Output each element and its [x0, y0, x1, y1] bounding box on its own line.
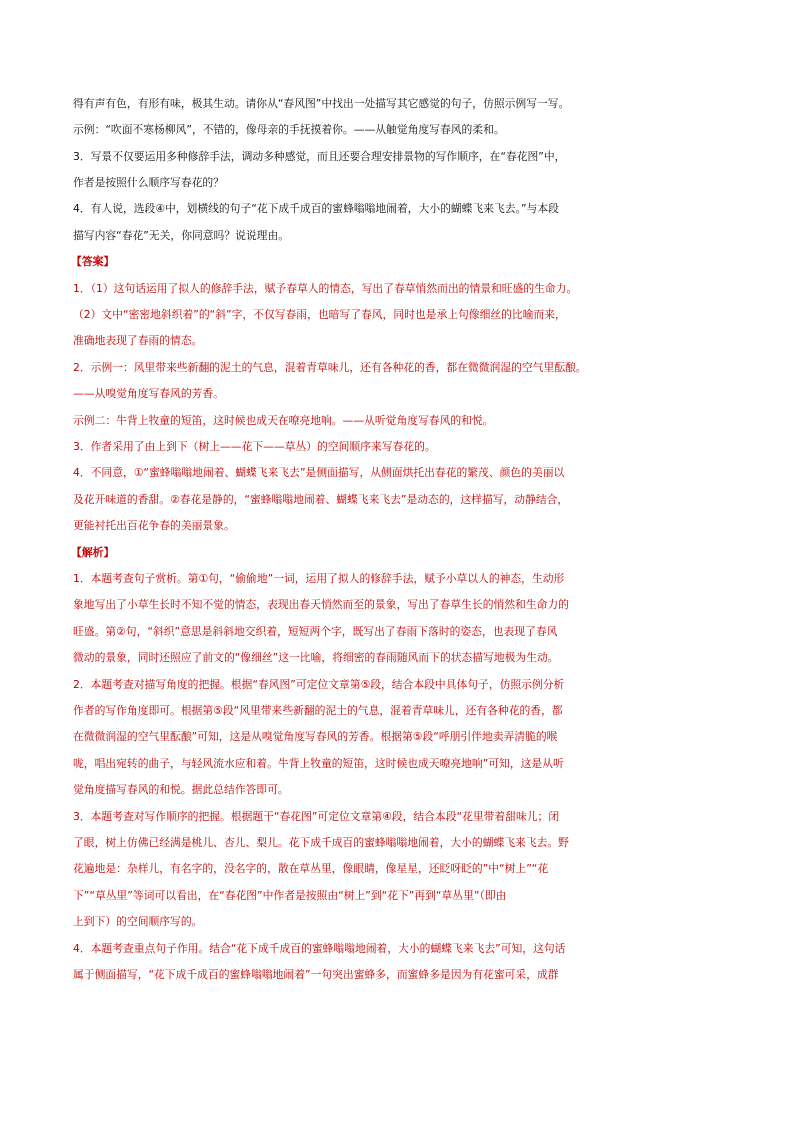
text-line — [73, 964, 794, 986]
text-line — [73, 278, 794, 300]
text-segment: 4．本题考查重点句子作用。结合 — [73, 942, 231, 955]
text-segment: 下”“草丛里”等词可以看出，在“春花图”中作者是按照由“树上”到“花下”再到“草丛里”（即由 — [73, 889, 507, 902]
text-segment: 3．写景不仅要运用多种修辞手法，调动多种感觉，而且还要合理安排景物的写作顺序，在“春花图”中， — [73, 150, 566, 163]
text-line — [73, 198, 794, 220]
text-segment: 咙，唱出宛转的曲子，与轻风流水应和着。牛背上牧童的短笛，这时候也成天嘹亮地响”可知，这是从听 — [73, 757, 564, 770]
text-line — [73, 674, 794, 696]
text-segment: 示例二：牛背上牧童的短笛，这时候也成天在嘹亮地响。——从听觉角度写春风的和悦。 — [73, 414, 494, 427]
text-segment: 1．（1）这句话运用了拟人的修辞手法，赋予春草人的情态，写出了春草悄然而出的情景和旺盛的生命力。 — [73, 282, 578, 295]
text-line — [73, 436, 794, 458]
text-segment: 4．不同意，①“蜜蜂嗡嗡地闹着、蝴蝶飞来飞去”是侧面描写，从侧面烘托出春花的繁茂、颜色的美丽以 — [73, 466, 565, 479]
text-segment: 准确地表现了春雨的情态。 — [73, 334, 203, 347]
text-segment: 作者的写作角度即可。根据第⑤段“风里带来些新翻的泥土的气息，混着青草味儿，还有各种花的香，都 — [73, 704, 563, 717]
text-segment: “春风图” — [252, 678, 296, 691]
text-line — [73, 489, 794, 511]
text-segment: 旺盛。第②句，“斜织”意思是斜斜地交织着，短短两个字，既写出了春雨下落时的姿态，也表现了春风 — [73, 625, 558, 638]
text-segment: 作者是按照什么顺序写春花的？ — [73, 176, 224, 189]
text-segment: 了眼，树上仿佛已经满是桃儿、杏儿、梨儿。花下成千成百的蜜蜂嗡嗡地闹着，大小的蝴蝶飞来飞去。野 — [73, 836, 569, 849]
text-segment: 1．本题考查句子赏析。第①句， — [73, 572, 230, 585]
text-line — [73, 304, 794, 326]
text-line — [73, 726, 794, 748]
text-segment: 可知，这句话 — [500, 942, 566, 955]
text-line — [73, 225, 794, 247]
text-line — [73, 568, 794, 590]
text-line — [73, 146, 794, 168]
text-segment: 花遍地是：杂样儿，有名字的，没名字的，散在草丛里，像眼睛，像星星，还眨呀眨的”中“树上”“花 — [73, 862, 549, 875]
text-segment: 2．示例一：风里带来些新翻的泥土的气息，混着青草味儿，还有各种花的香，都在微微润湿的空气里酝酿。 — [73, 361, 587, 374]
text-line — [73, 938, 794, 960]
text-line — [73, 911, 794, 933]
text-segment: 示例：“吹面不寒杨柳风”，不错的，像母亲的手抚摸着你。——从触觉角度写春风的柔和。 — [73, 123, 505, 136]
text-segment: （2）文中“ — [73, 308, 129, 321]
text-line — [73, 700, 794, 722]
text-segment: 微动的景象，同时还照应了前文的“像细丝”这一比喻，将细密的春雨随风而下的状态描写地极为生动。 — [73, 651, 559, 664]
text-segment: ——从嗅觉角度写春风的芳香。 — [73, 387, 224, 400]
text-line — [73, 753, 794, 775]
text-line — [73, 93, 794, 115]
text-line — [73, 779, 794, 801]
text-segment: 4．有人说，选段④中，划横线的句子“花下成千成百的蜜蜂嗡嗡地闹着，大小的蝴蝶飞来飞去。”与本段 — [73, 202, 559, 215]
text-line — [73, 806, 794, 828]
text-line — [73, 647, 794, 669]
text-segment: 觉角度描写春风的和悦。据此总结作答即可。 — [73, 783, 289, 796]
text-segment: 描写内容“春花”无关，你同意吗？说说理由。 — [73, 229, 290, 242]
text-segment: ”的“斜”字，不仅写春雨，也暗写了春风，同时也是承上句像细丝的比喻而来， — [193, 308, 566, 321]
text-segment: 属于侧面描写，“花下成千成百的蜜蜂嗡嗡地闹着”一句突出蜜蜂多，而蜜蜂多是因为有花蜜可采，成群 — [73, 968, 559, 981]
text-line — [73, 410, 794, 432]
text-segment: 在微微润湿的空气里酝酿”可知，这是从嗅觉角度写春风的芳香。根据第⑤段“呼朋引伴地卖弄清脆的喉 — [73, 730, 558, 743]
text-line — [73, 594, 794, 616]
text-segment: 一词，运用了拟人的修辞手法，赋予小草以人的神态，生动形 — [273, 572, 565, 585]
text-segment: 上到下）的空间顺序写的。 — [73, 915, 203, 928]
text-line — [73, 172, 794, 194]
text-line — [73, 383, 794, 405]
text-line — [71, 251, 794, 273]
text-line — [73, 621, 794, 643]
text-line — [73, 330, 794, 352]
text-line — [73, 885, 794, 907]
text-line — [73, 462, 794, 484]
text-segment: 可定位文章第⑤段，结合本段中具体句子，仿照示例分析 — [295, 678, 565, 691]
text-segment: 密密地斜织着 — [128, 308, 194, 321]
text-segment: 3．本题考查对写作顺序的把握。根据题干“春花图”可定位文章第④段，结合本段“花里带着甜味儿；闭 — [73, 810, 560, 823]
section-heading: 【解析】 — [71, 546, 115, 559]
text-segment: “花下成千成百的蜜蜂嗡嗡地闹着，大小的蝴蝶飞来飞去” — [230, 942, 501, 955]
text-line — [73, 357, 794, 379]
text-segment: 更能衬托出百花争春的美丽景象。 — [73, 519, 235, 532]
text-segment: 象地写出了小草生长时不知不觉的情态，表现出春天悄然而至的景象，写出了春草生长的悄然和生命力的 — [73, 598, 569, 611]
text-line — [73, 515, 794, 537]
text-segment: 及花开味道的香甜。②春花是静的，“蜜蜂嗡嗡地闹着、蝴蝶飞来飞去”是动态的，这样描写，动静结合， — [73, 493, 569, 506]
text-line — [73, 119, 794, 141]
text-segment: 得有声有色，有形有味，极其生动。请你从“春风图”中找出一处描写其它感觉的句子，仿照示例写一写。 — [73, 97, 570, 110]
section-heading: 【答案】 — [71, 255, 115, 268]
text-line — [73, 858, 794, 880]
text-line — [73, 832, 794, 854]
text-segment: 2．本题考查对描写角度的把握。根据 — [73, 678, 253, 691]
text-segment: “偷偷地” — [229, 572, 274, 585]
text-segment: 3．作者采用了由上到下（树上——花下——草丛）的空间顺序来写春花的。 — [73, 440, 436, 453]
text-line — [71, 542, 794, 564]
